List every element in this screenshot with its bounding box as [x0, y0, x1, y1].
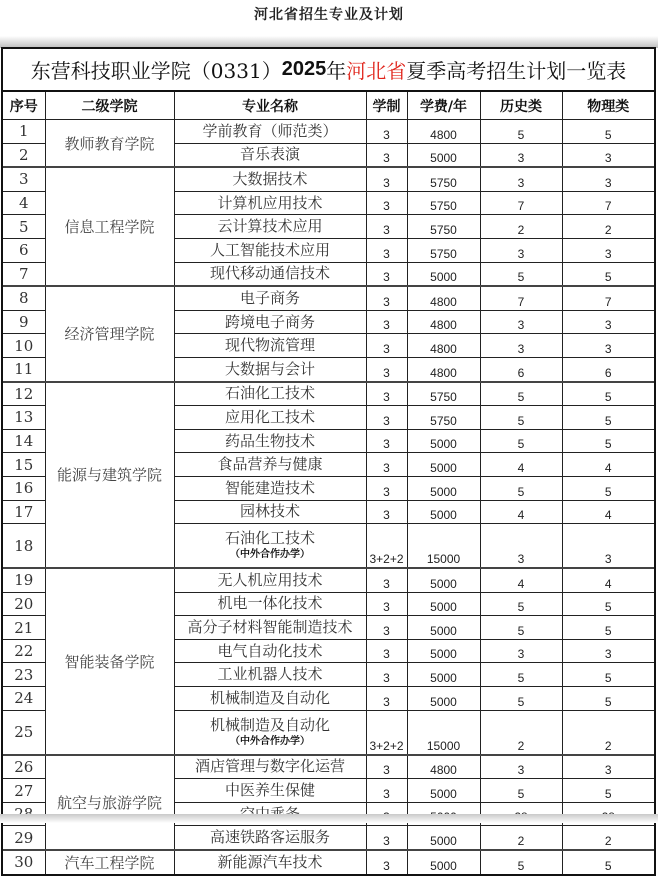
cell-no: 8: [3, 286, 45, 310]
cell-major: [174, 357, 366, 381]
cell-fee: 5000: [407, 687, 480, 711]
cell-fee: 5750: [407, 238, 480, 262]
cell-physics: 5: [562, 779, 654, 803]
cell-physics: 5: [562, 616, 654, 640]
cell-physics: 5: [562, 663, 654, 687]
cell-years: 3: [366, 429, 407, 453]
header-years: 学制: [366, 92, 407, 120]
cell-history: 5: [480, 476, 562, 500]
major-name: 石油化工技术: [224, 529, 315, 548]
cell-fee: 4800: [407, 310, 480, 334]
header-physics: 物理类: [562, 92, 654, 120]
cell-no: 3: [3, 167, 45, 191]
cell-history: 2: [480, 826, 562, 850]
cell-physics: 5: [562, 382, 654, 406]
cell-years: 3: [366, 826, 407, 850]
cell-fee: 15000: [407, 710, 480, 755]
cell-no: 15: [3, 453, 45, 477]
major-name: 音乐表演: [239, 145, 300, 164]
cell-history: 2: [480, 215, 562, 239]
cell-history: 7: [480, 286, 562, 310]
page-heading: 河北省招生专业及计划: [254, 7, 404, 23]
cell-history: 7: [480, 191, 562, 215]
title-nian: 年: [326, 59, 347, 83]
major-name: 智能建造技术: [224, 478, 315, 497]
major-name: 现代移动通信技术: [209, 264, 330, 283]
major-name: 机械制造及自动化: [209, 688, 330, 707]
cell-major: [174, 710, 366, 755]
cell-dept: 信息工程学院: [45, 167, 174, 286]
cell-major: [174, 524, 366, 569]
cell-physics: 2: [562, 710, 654, 755]
cell-major: [174, 406, 366, 430]
title-year: 2025: [281, 58, 327, 80]
cell-major: [174, 639, 366, 663]
cell-history: 3: [480, 238, 562, 262]
cell-fee: 4800: [407, 334, 480, 358]
table-row: [3, 755, 654, 779]
cell-physics: 5: [562, 850, 654, 874]
cell-years: 3: [366, 568, 407, 592]
cell-major: [174, 262, 366, 286]
cell-no: 27: [3, 779, 45, 803]
cell-no: 19: [3, 568, 45, 592]
major-name: 人工智能技术应用: [209, 240, 330, 259]
major-name: 大数据技术: [232, 169, 308, 188]
cell-history: 3: [480, 167, 562, 191]
table-header-row: [3, 92, 654, 120]
cell-history: 5: [480, 687, 562, 711]
cell-dept: 智能装备学院: [45, 568, 174, 755]
cell-history: 3: [480, 310, 562, 334]
cell-no: 26: [3, 755, 45, 779]
cell-physics: 3: [562, 639, 654, 663]
major-name: 无人机应用技术: [217, 570, 323, 589]
major-name: 高分子材料智能制造技术: [187, 618, 353, 637]
cell-years: 3: [366, 120, 407, 144]
major-name: 计算机应用技术: [217, 193, 323, 212]
cell-major: [174, 120, 366, 144]
cell-fee: 5750: [407, 191, 480, 215]
cell-major: [174, 850, 366, 874]
cell-physics: 5: [562, 429, 654, 453]
cell-major: [174, 687, 366, 711]
cell-no: 13: [3, 406, 45, 430]
cell-fee: 5000: [407, 850, 480, 874]
cell-physics: 3: [562, 167, 654, 191]
cell-major: [174, 215, 366, 239]
table-row: [3, 167, 654, 191]
cell-history: 5: [480, 663, 562, 687]
cell-major: [174, 382, 366, 406]
cell-physics: 2: [562, 215, 654, 239]
cell-years: 3: [366, 406, 407, 430]
cell-years: 3: [366, 191, 407, 215]
cell-physics: 3: [562, 143, 654, 167]
cell-years: 3: [366, 382, 407, 406]
major-name: 电子商务: [239, 288, 300, 307]
cell-fee: 4800: [407, 286, 480, 310]
cell-years: 3: [366, 143, 407, 167]
cell-no: 29: [3, 826, 45, 850]
cell-history: 5: [480, 262, 562, 286]
cell-history: 3: [480, 524, 562, 569]
cell-fee: 5000: [407, 568, 480, 592]
cell-no: 2: [3, 143, 45, 167]
major-note: （中外合作办学）: [230, 549, 310, 561]
cell-major: [174, 568, 366, 592]
cell-physics: 4: [562, 500, 654, 524]
cell-years: 3: [366, 476, 407, 500]
cell-major: [174, 453, 366, 477]
cell-years: 3: [366, 616, 407, 640]
cell-years: 3+2+2: [366, 710, 407, 755]
cell-physics: 4: [562, 568, 654, 592]
cell-no: 22: [3, 639, 45, 663]
bottom-shadow-divider: [0, 814, 658, 823]
cell-years: 3: [366, 639, 407, 663]
cell-years: 3: [366, 592, 407, 616]
enrollment-plan-sheet: [1, 47, 656, 876]
cell-fee: 4800: [407, 120, 480, 144]
cell-no: 16: [3, 476, 45, 500]
cell-history: 6: [480, 357, 562, 381]
cell-no: 7: [3, 262, 45, 286]
cell-fee: 4800: [407, 357, 480, 381]
cell-history: 3: [480, 639, 562, 663]
cell-history: 2: [480, 710, 562, 755]
cell-years: 3: [366, 310, 407, 334]
cell-fee: 5000: [407, 143, 480, 167]
cell-physics: 3: [562, 310, 654, 334]
cell-fee: 5750: [407, 167, 480, 191]
cell-major: [174, 310, 366, 334]
cell-fee: 5000: [407, 826, 480, 850]
cell-no: 11: [3, 357, 45, 381]
cell-dept: 汽车工程学院: [45, 850, 174, 874]
header-history: 历史类: [480, 92, 562, 120]
cell-physics: 3: [562, 334, 654, 358]
cell-fee: 4800: [407, 755, 480, 779]
cell-fee: 5000: [407, 262, 480, 286]
cell-fee: 5000: [407, 592, 480, 616]
cell-history: 3: [480, 334, 562, 358]
cell-major: [174, 755, 366, 779]
cell-major: [174, 286, 366, 310]
cell-years: 3: [366, 215, 407, 239]
cell-physics: 5: [562, 120, 654, 144]
cell-no: 14: [3, 429, 45, 453]
cell-fee: 5000: [407, 476, 480, 500]
cell-no: 4: [3, 191, 45, 215]
major-name: 学前教育（师范类）: [202, 121, 338, 140]
header-major: 专业名称: [174, 92, 366, 120]
cell-physics: 3: [562, 755, 654, 779]
title-prefix: 东营科技职业学院（0331）: [30, 59, 282, 83]
cell-physics: 5: [562, 406, 654, 430]
cell-major: [174, 500, 366, 524]
cell-years: 3: [366, 167, 407, 191]
cell-physics: 5: [562, 592, 654, 616]
cell-years: 3: [366, 500, 407, 524]
cell-years: 3: [366, 453, 407, 477]
cell-major: [174, 592, 366, 616]
cell-physics: 7: [562, 191, 654, 215]
cell-fee: 5000: [407, 779, 480, 803]
cell-fee: 5000: [407, 453, 480, 477]
cell-history: 5: [480, 120, 562, 144]
cell-no: 20: [3, 592, 45, 616]
cell-dept: 教师教育学院: [45, 120, 174, 168]
cell-physics: 5: [562, 262, 654, 286]
major-name: 中医养生保健: [224, 781, 315, 800]
major-name: 石油化工技术: [224, 384, 315, 403]
cell-no: 5: [3, 215, 45, 239]
cell-years: 3+2+2: [366, 524, 407, 569]
cell-no: 24: [3, 687, 45, 711]
cell-no: 10: [3, 334, 45, 358]
cell-years: 3: [366, 850, 407, 874]
cell-history: 5: [480, 779, 562, 803]
cell-physics: 3: [562, 524, 654, 569]
cell-years: 3: [366, 286, 407, 310]
cell-history: 5: [480, 592, 562, 616]
cell-no: 12: [3, 382, 45, 406]
table-row: [3, 120, 654, 144]
cell-physics: 3: [562, 238, 654, 262]
header-fee: 学费/年: [407, 92, 480, 120]
major-name: 工业机器人技术: [217, 665, 323, 684]
cell-fee: 5000: [407, 500, 480, 524]
cell-no: 23: [3, 663, 45, 687]
cell-major: [174, 167, 366, 191]
major-name: 现代物流管理: [224, 336, 315, 355]
cell-fee: 15000: [407, 524, 480, 569]
major-name: 应用化工技术: [224, 407, 315, 426]
major-name: 园林技术: [239, 502, 300, 521]
major-name: 机电一体化技术: [217, 594, 323, 613]
cell-no: 9: [3, 310, 45, 334]
major-name: 云计算技术应用: [217, 217, 323, 236]
cell-major: [174, 663, 366, 687]
cell-major: [174, 191, 366, 215]
cell-history: 5: [480, 616, 562, 640]
cell-no: 21: [3, 616, 45, 640]
cell-no: 18: [3, 524, 45, 569]
cell-history: 4: [480, 500, 562, 524]
major-name: 药品生物技术: [224, 431, 315, 450]
cell-physics: 2: [562, 826, 654, 850]
cell-dept: 经济管理学院: [45, 286, 174, 381]
table-row: [3, 850, 654, 874]
cell-years: 3: [366, 334, 407, 358]
cell-history: 5: [480, 850, 562, 874]
major-name: 高速铁路客运服务: [209, 828, 330, 847]
title-province: 河北省: [346, 59, 407, 83]
cell-fee: 5750: [407, 382, 480, 406]
cell-fee: 5000: [407, 616, 480, 640]
title-suffix: 夏季高考招生计划一览表: [406, 59, 627, 83]
table-row: [3, 568, 654, 592]
cell-years: 3: [366, 779, 407, 803]
major-name: 机械制造及自动化: [209, 715, 330, 734]
cell-physics: 7: [562, 286, 654, 310]
cell-major: [174, 616, 366, 640]
cell-physics: 6: [562, 357, 654, 381]
cell-history: 3: [480, 143, 562, 167]
header-no: 序号: [3, 92, 45, 120]
cell-fee: 5000: [407, 639, 480, 663]
cell-no: 6: [3, 238, 45, 262]
major-name: 新能源汽车技术: [217, 852, 323, 871]
major-name: 食品营养与健康: [217, 455, 323, 474]
cell-no: 25: [3, 710, 45, 755]
major-name: 电气自动化技术: [217, 641, 323, 660]
major-name: 大数据与会计: [224, 359, 315, 378]
cell-fee: 5750: [407, 215, 480, 239]
cell-physics: 5: [562, 687, 654, 711]
cell-physics: 4: [562, 453, 654, 477]
cell-fee: 5000: [407, 429, 480, 453]
cell-dept: 能源与建筑学院: [45, 382, 174, 569]
cell-fee: 5750: [407, 406, 480, 430]
cell-major: [174, 429, 366, 453]
cell-fee: 5000: [407, 663, 480, 687]
cell-years: 3: [366, 687, 407, 711]
cell-no: 1: [3, 120, 45, 144]
cell-major: [174, 143, 366, 167]
cell-history: 5: [480, 406, 562, 430]
major-note: （中外合作办学）: [230, 735, 310, 747]
major-name: 酒店管理与数字化运营: [194, 757, 345, 776]
cell-years: 3: [366, 238, 407, 262]
cell-years: 3: [366, 755, 407, 779]
cell-years: 3: [366, 663, 407, 687]
cell-physics: 5: [562, 476, 654, 500]
cell-major: [174, 334, 366, 358]
cell-years: 3: [366, 357, 407, 381]
enrollment-table: [3, 92, 654, 874]
cell-history: 5: [480, 429, 562, 453]
header-dept: 二级学院: [45, 92, 174, 120]
cell-major: [174, 826, 366, 850]
cell-history: 4: [480, 568, 562, 592]
cell-years: 3: [366, 262, 407, 286]
cell-no: 17: [3, 500, 45, 524]
cell-dept: 航空与旅游学院: [45, 755, 174, 850]
cell-major: [174, 238, 366, 262]
major-name: 跨境电子商务: [224, 312, 315, 331]
table-row: [3, 382, 654, 406]
cell-history: 3: [480, 755, 562, 779]
table-row: [3, 286, 654, 310]
cell-history: 4: [480, 453, 562, 477]
cell-major: [174, 476, 366, 500]
cell-major: [174, 779, 366, 803]
cell-no: 30: [3, 850, 45, 874]
cell-history: 5: [480, 382, 562, 406]
sheet-title: [3, 49, 654, 92]
